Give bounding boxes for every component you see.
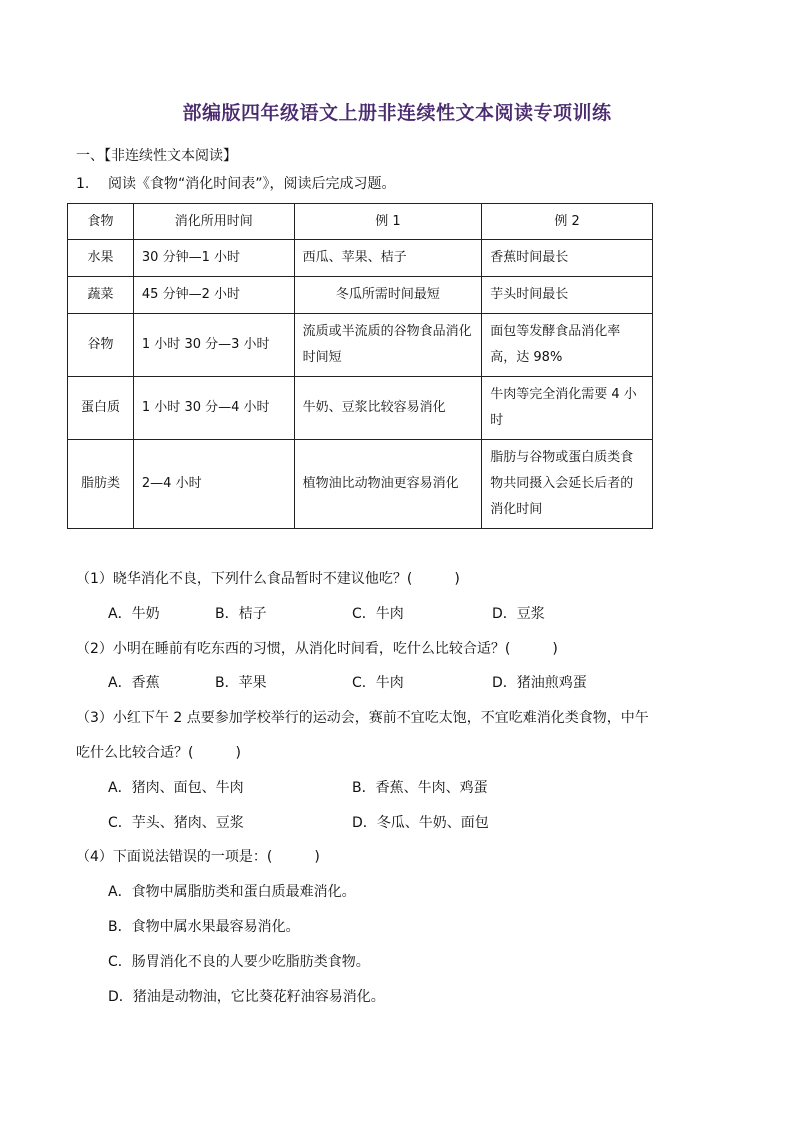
table-cell: 蛋白质 xyxy=(68,377,134,440)
sub-question-3-continued: 吃什么比较合适？( ) xyxy=(76,745,241,761)
table-cell: 1 小时 30 分—3 小时 xyxy=(133,314,294,377)
option-a[interactable]: A．猪肉、面包、牛肉 xyxy=(108,780,244,796)
question-number: 1. xyxy=(76,176,90,192)
table-cell: 植物油比动物油更容易消化 xyxy=(294,440,482,529)
table-header-row xyxy=(68,204,653,240)
option-c[interactable]: C．牛肉 xyxy=(352,675,404,691)
table-cell: 香蕉时间最长 xyxy=(482,240,653,277)
option-d[interactable]: D．猪油煎鸡蛋 xyxy=(492,675,587,691)
table-header: 消化所用时间 xyxy=(133,204,294,240)
table-cell: 牛肉等完全消化需要 4 小时 xyxy=(482,377,653,440)
sub-question-4: （4）下面说法错误的一项是：( ) xyxy=(76,849,320,865)
question-text: 阅读《食物“消化时间表”》，阅读后完成习题。 xyxy=(108,176,396,192)
table-cell: 30 分钟—1 小时 xyxy=(133,240,294,277)
sub-question-1: （1）晓华消化不良，下列什么食品暂时不建议他吃？( ) xyxy=(76,571,460,587)
table-cell: 1 小时 30 分—4 小时 xyxy=(133,377,294,440)
sub-question-2: （2）小明在睡前有吃东西的习惯，从消化时间看，吃什么比较合适？( ) xyxy=(76,641,558,657)
section-heading: 一、【非连续性文本阅读】 xyxy=(76,148,237,164)
table-cell: 流质或半流质的谷物食品消化时间短 xyxy=(294,314,482,377)
table-cell: 冬瓜所需时间最短 xyxy=(294,277,482,314)
option-d[interactable]: D．冬瓜、牛奶、面包 xyxy=(352,815,489,831)
table-cell: 芋头时间最长 xyxy=(482,277,653,314)
table-cell: 脂肪类 xyxy=(68,440,134,529)
option-b[interactable]: B．香蕉、牛肉、鸡蛋 xyxy=(352,780,488,796)
table-header: 食物 xyxy=(68,204,134,240)
option-c[interactable]: C．牛肉 xyxy=(352,606,404,622)
table-cell: 蔬菜 xyxy=(68,277,134,314)
option-c[interactable]: C．芋头、猪肉、豆浆 xyxy=(108,815,244,831)
table-row xyxy=(68,377,653,440)
table-cell: 水果 xyxy=(68,240,134,277)
option-d[interactable]: D．猪油是动物油，它比葵花籽油容易消化。 xyxy=(108,989,385,1005)
table-cell: 45 分钟—2 小时 xyxy=(133,277,294,314)
table-row xyxy=(68,440,653,529)
option-d[interactable]: D．豆浆 xyxy=(492,606,545,622)
table-row xyxy=(68,277,653,314)
option-b[interactable]: B．苹果 xyxy=(215,675,267,691)
option-b[interactable]: B．桔子 xyxy=(215,606,267,622)
table-header: 例 1 xyxy=(294,204,482,240)
table-header: 例 2 xyxy=(482,204,653,240)
table-cell: 谷物 xyxy=(68,314,134,377)
table-cell: 西瓜、苹果、桔子 xyxy=(294,240,482,277)
table-row xyxy=(68,314,653,377)
table-cell: 脂肪与谷物或蛋白质类食物共同摄入会延长后者的消化时间 xyxy=(482,440,653,529)
option-a[interactable]: A．牛奶 xyxy=(108,606,160,622)
table-row xyxy=(68,240,653,277)
option-a[interactable]: A．香蕉 xyxy=(108,675,160,691)
option-a[interactable]: A．食物中属脂肪类和蛋白质最难消化。 xyxy=(108,884,356,900)
table-cell: 2—4 小时 xyxy=(133,440,294,529)
option-b[interactable]: B．食物中属水果最容易消化。 xyxy=(108,919,300,935)
table-cell: 面包等发酵食品消化率高，达 98% xyxy=(482,314,653,377)
table-cell: 牛奶、豆浆比较容易消化 xyxy=(294,377,482,440)
page-title: 部编版四年级语文上册非连续性文本阅读专项训练 xyxy=(182,102,612,124)
question-1 xyxy=(76,173,396,193)
option-c[interactable]: C．肠胃消化不良的人要少吃脂肪类食物。 xyxy=(108,954,370,970)
sub-question-3: （3）小红下午 2 点要参加学校举行的运动会，赛前不宜吃太饱，不宜吃难消化类食物，中午 xyxy=(76,710,649,726)
digestion-table xyxy=(67,203,653,529)
